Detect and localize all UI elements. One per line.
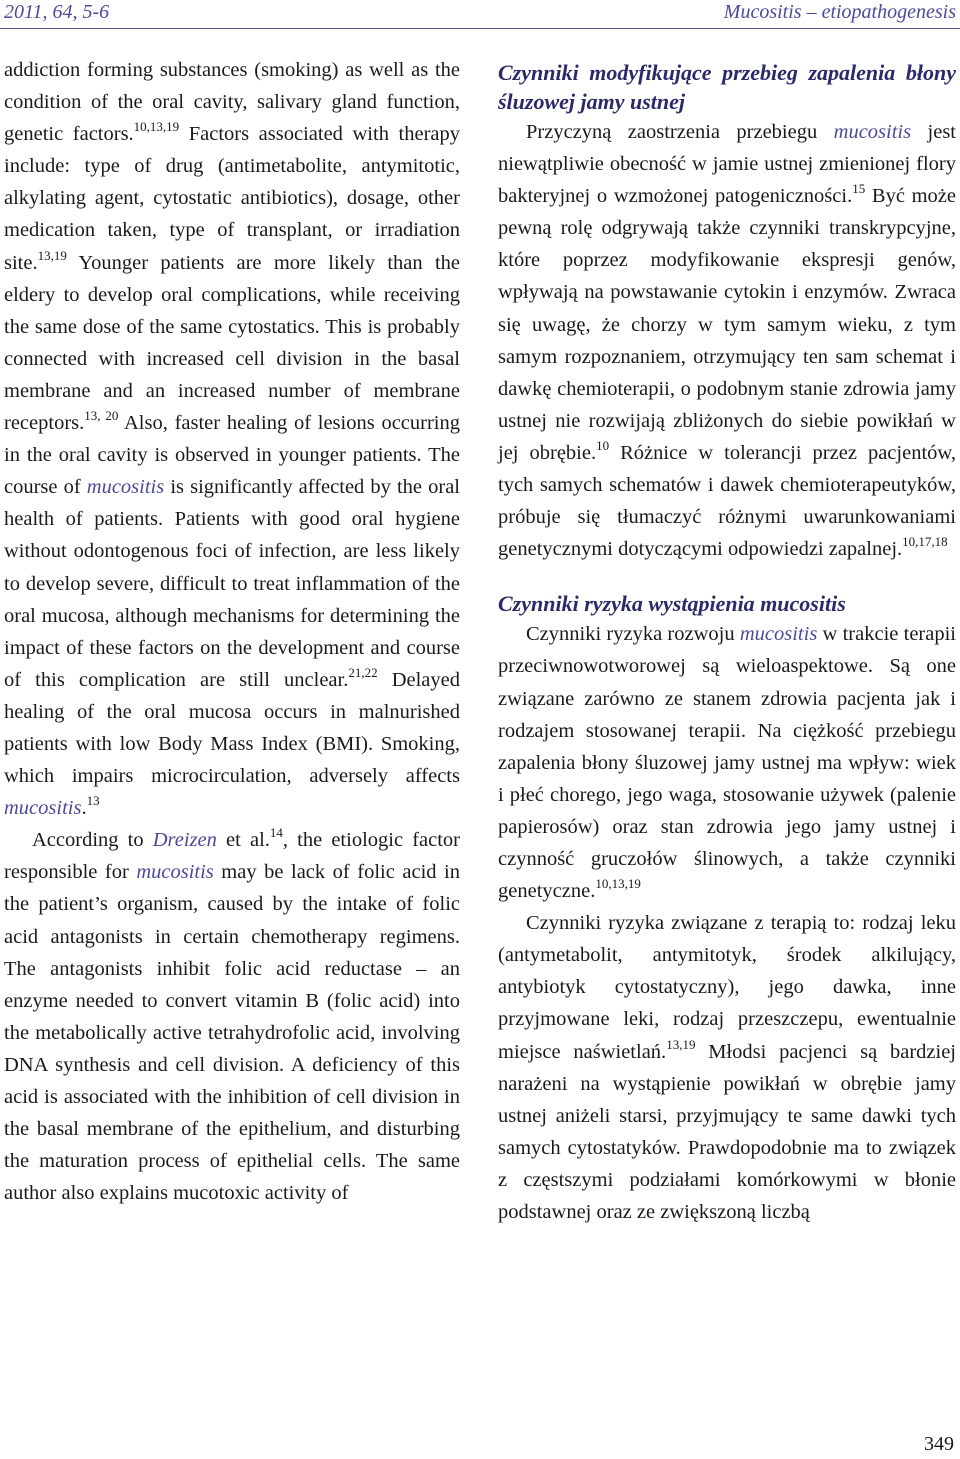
text-run: Czynniki ryzyka rozwoju xyxy=(526,623,740,646)
header-rule xyxy=(0,28,960,29)
running-head xyxy=(0,0,960,28)
term-mucositis: mucositis xyxy=(136,861,214,884)
paragraph-left-1 xyxy=(4,54,460,824)
text-run: jest niewątpliwie obecność w jamie ustnej zmienionej flory bakteryjnej o wzmożonej patogeniczności. xyxy=(498,121,956,208)
text-run: may be lack of folic acid in the patient’s organism, caused by the intake of folic acid antagonists in certain chemotherapy regimens. The antagonists inhibit folic acid reductase – an enzyme needed to convert vitamin B (folic acid) into the metabolically active tetrahydrofolic acid, involving DNA synthesis and cell division. A deficiency of this acid is associated with the inhibition of cell division in the basal membrane of the epithelium, and disturbing the maturation process of epithelial cells. The same author also explains mucotoxic activity of xyxy=(4,861,460,1205)
text-run: Przyczyną zaostrzenia przebiegu xyxy=(526,121,834,143)
text-run: Also, faster healing of lesions occurring in the oral cavity is observed in younger patients. The course of xyxy=(4,412,461,499)
citation: 13 xyxy=(86,793,100,809)
citation: 10,13,19 xyxy=(595,876,641,892)
text-run: Być może pewną rolę odgrywają także czynniki transkrypcyjne, które poprzez modyfikowanie ekspresji genów, wpływają na powstawanie cytokin i enzymów. Zwraca się uwagę, że chorzy w tym samym wieku, z tym samym rozpoznaniem, otrzymujący ten sam schemat i dawkę chemioterapii, o podobnym stanie zdrowia jamy ustnej nie rozwijają zbliżonych do siebie powikłań w jej obrębie. xyxy=(498,185,956,464)
paragraph-right-1 xyxy=(498,116,956,565)
paragraph-right-3 xyxy=(498,907,956,1228)
term-mucositis: mucositis xyxy=(739,623,818,646)
left-column xyxy=(4,54,460,1209)
text-run: Czynniki ryzyka związane z terapią to: rodzaj leku (antymetabolit, antymitotyk, środek alkilujący, antybiotyk cytostatyczny), jego dawka, inne przyjmowane leki, rodzaj przeszczepu, ewentualnie miejsce naświetlań. xyxy=(498,912,956,1063)
text-run: , the etiologic factor responsible for xyxy=(4,829,460,884)
paragraph-left-2 xyxy=(4,824,460,1209)
term-mucositis: mucositis xyxy=(86,476,165,499)
citation: 13,19 xyxy=(666,1036,696,1052)
author-name: Dreizen xyxy=(152,829,217,852)
text-run: . xyxy=(81,797,87,820)
text-run: et al. xyxy=(216,829,270,852)
term-mucositis: mucositis xyxy=(833,121,912,143)
text-run: Młodsi pacjenci są bardziej narażeni na wystąpienie powikłań w obrębie jamy ustnej aniżeli starsi, przyjmujący te same dawki tych samych cytostatyków. Prawdopodobnie ma to związek z częstszymi podziałami komórkowymi w błonie podstawnej oraz ze zwiększoną liczbą xyxy=(498,1040,956,1223)
citation: 13,19 xyxy=(37,247,67,263)
citation: 15 xyxy=(852,181,866,197)
paragraph-right-2 xyxy=(498,618,956,907)
citation: 10 xyxy=(596,437,610,453)
text-run: addiction forming substances (smoking) as well as the condition of the oral cavity, salivary gland function, genetic factors. xyxy=(4,59,460,146)
term-mucositis: mucositis xyxy=(4,797,82,820)
heading-term: mucositis xyxy=(760,591,846,617)
citation: 14 xyxy=(269,825,283,841)
right-column xyxy=(498,58,956,1228)
text-run: is significantly affected by the oral health of patients. Patients with good oral hygiene without odontogenous foci of infection, are less likely to develop severe, difficult to treat inflammation of the oral mucosa, although mechanisms for determining the impact of these factors on the development and course of this complication are still unclear. xyxy=(4,476,460,691)
text-run: Delayed healing of the oral mucosa occurs in malnurished patients with low Body Mass Index (BMI). Smoking, which impairs microcirculation, adversely affects xyxy=(4,668,460,788)
article-short-title: Mucositis – etiopathogenesis xyxy=(723,1,956,23)
citation: 10,17,18 xyxy=(902,534,948,550)
text-run: Factors associated with therapy include: type of drug (antimetabolite, antymitotic, alkylating agent, cytostatic antibiotics), dosage, other medication taken, type of transplant, or irradiation site. xyxy=(4,123,460,274)
text-run: Różnice w tolerancji przez pacjentów, tych samych schematów i dawek chemioterapeutyków, próbuje się tłumaczyć różnymi uwarunkowaniami genetycznymi dotyczącymi odpowiedzi zapalnej. xyxy=(498,441,956,561)
citation: 21,22 xyxy=(348,664,378,680)
citation: 10,13,19 xyxy=(133,119,180,135)
journal-issue: 2011, 64, 5-6 xyxy=(4,1,110,23)
section-heading-modifying-factors: Czynniki modyfikujące przebieg zapalenia błony śluzowej jamy ustnej xyxy=(498,60,956,114)
page-number: 349 xyxy=(924,1433,954,1455)
text-run: Younger patients are more likely than the eldery to develop oral complications, while receiving the same dose of the same cytostatics. This is probably connected with increased cell division in the basal membrane and an increased number of membrane receptors. xyxy=(4,251,460,435)
citation: 13, 20 xyxy=(84,408,119,424)
section-heading-risk-factors xyxy=(498,589,956,618)
heading-text: Czynniki ryzyka wystąpienia xyxy=(498,591,761,617)
text-run: w trakcie terapii przeciwnowotworowej są wieloaspektowe. Są one związane zarówno ze stanem zdrowia pacjenta jak i rodzajem stosowanej terapii. Na ciężkość przebiegu zapalenia błony śluzowej jamy ustnej ma wpływ: wiek i płeć chorego, jego waga, stosowanie używek (palenie papierosów) oraz stan zdrowia jego jamy ustnej i czynność gruczołów ślinowych, a także czynniki genetyczne. xyxy=(498,623,956,903)
text-run: According to xyxy=(32,829,153,852)
